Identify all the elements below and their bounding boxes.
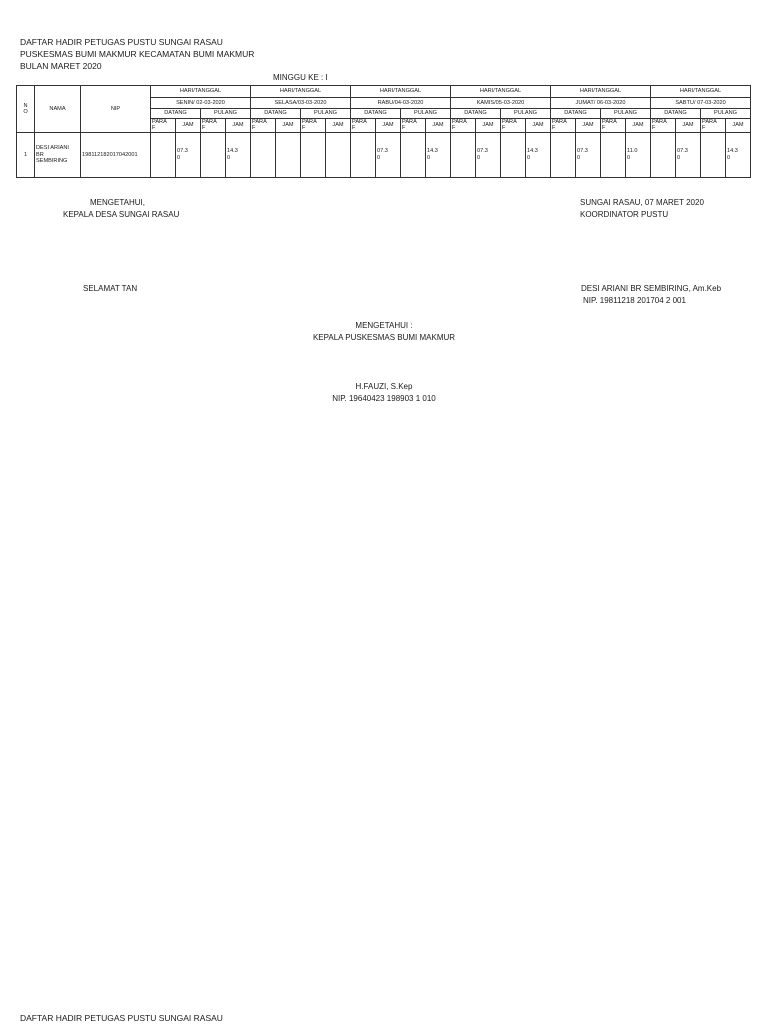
col-header-nama: NAMA <box>35 86 81 133</box>
pulang-header: PULANG <box>401 109 451 119</box>
day-date: KAMIS/05-03-2020 <box>451 98 551 109</box>
paraf-header: PARA F <box>451 119 476 133</box>
doc-title-line2: PUSKESMAS BUMI MAKMUR KECAMATAN BUMI MAKMUR <box>20 49 255 59</box>
right-sign-nip: NIP. 19811218 201704 2 001 <box>583 296 686 305</box>
jam-in-value: 07.3 0 <box>376 132 401 177</box>
day-date: SABTU/ 07-03-2020 <box>651 98 751 109</box>
datang-header: DATANG <box>151 109 201 119</box>
jam-out-value: 14.3 0 <box>426 132 451 177</box>
jam-in-value: 07.3 0 <box>676 132 701 177</box>
paraf-header: PARA F <box>401 119 426 133</box>
paraf-header: PARA F <box>551 119 576 133</box>
paraf-out-cell <box>701 132 726 177</box>
datang-header: DATANG <box>351 109 401 119</box>
datang-header: DATANG <box>651 109 701 119</box>
paraf-out-cell <box>201 132 226 177</box>
paraf-in-cell <box>151 132 176 177</box>
center-sign-title1: MENGETAHUI : <box>355 321 413 330</box>
jam-header: JAM <box>726 119 751 133</box>
paraf-out-cell <box>401 132 426 177</box>
right-sign-place-date: SUNGAI RASAU, 07 MARET 2020 <box>580 198 704 207</box>
datang-header: DATANG <box>451 109 501 119</box>
left-sign-name: SELAMAT TAN <box>83 284 138 293</box>
pulang-header: PULANG <box>301 109 351 119</box>
paraf-header: PARA F <box>701 119 726 133</box>
jam-out-value: 14.3 0 <box>226 132 251 177</box>
paraf-out-cell <box>301 132 326 177</box>
paraf-in-cell <box>651 132 676 177</box>
datang-header: DATANG <box>551 109 601 119</box>
center-sign-nip: NIP. 19640423 198903 1 010 <box>332 394 436 403</box>
paraf-header: PARA F <box>601 119 626 133</box>
left-sign-title1: MENGETAHUI, <box>90 198 145 207</box>
center-sign-title2: KEPALA PUSKESMAS BUMI MAKMUR <box>312 333 456 342</box>
paraf-header: PARA F <box>501 119 526 133</box>
jam-in-value: 07.3 0 <box>576 132 601 177</box>
pulang-header: PULANG <box>501 109 551 119</box>
day-group-label: HARI/TANGGAL <box>251 86 351 98</box>
paraf-in-cell <box>351 132 376 177</box>
day-group-label: HARI/TANGGAL <box>351 86 451 98</box>
attendance-table <box>16 85 751 178</box>
row-no: 1 <box>17 132 35 177</box>
right-sign-name: DESI ARIANI BR SEMBIRING, Am.Keb <box>581 284 722 293</box>
pulang-header: PULANG <box>601 109 651 119</box>
datang-header: DATANG <box>251 109 301 119</box>
pulang-header: PULANG <box>701 109 751 119</box>
paraf-out-cell <box>601 132 626 177</box>
paraf-in-cell <box>451 132 476 177</box>
row-nama: DESI ARIANI BR SEMBIRING <box>35 132 81 177</box>
jam-out-value: 11.0 0 <box>626 132 651 177</box>
col-header-nip: NIP <box>81 86 151 133</box>
week-label: MINGGU KE : I <box>273 73 328 82</box>
paraf-in-cell <box>551 132 576 177</box>
jam-header: JAM <box>476 119 501 133</box>
doc-title-line3: BULAN MARET 2020 <box>20 61 102 71</box>
pulang-header: PULANG <box>201 109 251 119</box>
day-date: RABU/04-03-2020 <box>351 98 451 109</box>
jam-header: JAM <box>426 119 451 133</box>
day-date: SENIN/ 02-03-2020 <box>151 98 251 109</box>
paraf-in-cell <box>251 132 276 177</box>
jam-header: JAM <box>276 119 301 133</box>
col-header-no: N O <box>17 86 35 133</box>
paraf-header: PARA F <box>201 119 226 133</box>
paraf-header: PARA F <box>151 119 176 133</box>
day-group-label: HARI/TANGGAL <box>551 86 651 98</box>
jam-header: JAM <box>676 119 701 133</box>
day-group-label: HARI/TANGGAL <box>451 86 551 98</box>
jam-in-value <box>276 132 301 177</box>
left-sign-title2: KEPALA DESA SUNGAI RASAU <box>63 210 180 219</box>
jam-header: JAM <box>626 119 651 133</box>
jam-header: JAM <box>176 119 201 133</box>
day-date: SELASA/03-03-2020 <box>251 98 351 109</box>
paraf-header: PARA F <box>351 119 376 133</box>
jam-in-value: 07.3 0 <box>176 132 201 177</box>
right-sign-title: KOORDINATOR PUSTU <box>580 210 669 219</box>
day-date: JUMAT/ 06-03-2020 <box>551 98 651 109</box>
jam-out-value <box>326 132 351 177</box>
jam-in-value: 07.3 0 <box>476 132 501 177</box>
paraf-header: PARA F <box>301 119 326 133</box>
paraf-out-cell <box>501 132 526 177</box>
jam-header: JAM <box>376 119 401 133</box>
day-group-label: HARI/TANGGAL <box>151 86 251 98</box>
jam-out-value: 14.3 0 <box>526 132 551 177</box>
jam-header: JAM <box>526 119 551 133</box>
jam-header: JAM <box>576 119 601 133</box>
paraf-header: PARA F <box>251 119 276 133</box>
row-nip: 198112182017042001 <box>81 132 151 177</box>
day-group-label: HARI/TANGGAL <box>651 86 751 98</box>
jam-header: JAM <box>226 119 251 133</box>
center-sign-name: H.FAUZI, S.Kep <box>355 382 413 391</box>
paraf-header: PARA F <box>651 119 676 133</box>
jam-out-value: 14.3 0 <box>726 132 751 177</box>
jam-header: JAM <box>326 119 351 133</box>
footer-title: DAFTAR HADIR PETUGAS PUSTU SUNGAI RASAU <box>20 1013 223 1023</box>
doc-title-line1: DAFTAR HADIR PETUGAS PUSTU SUNGAI RASAU <box>20 37 223 47</box>
